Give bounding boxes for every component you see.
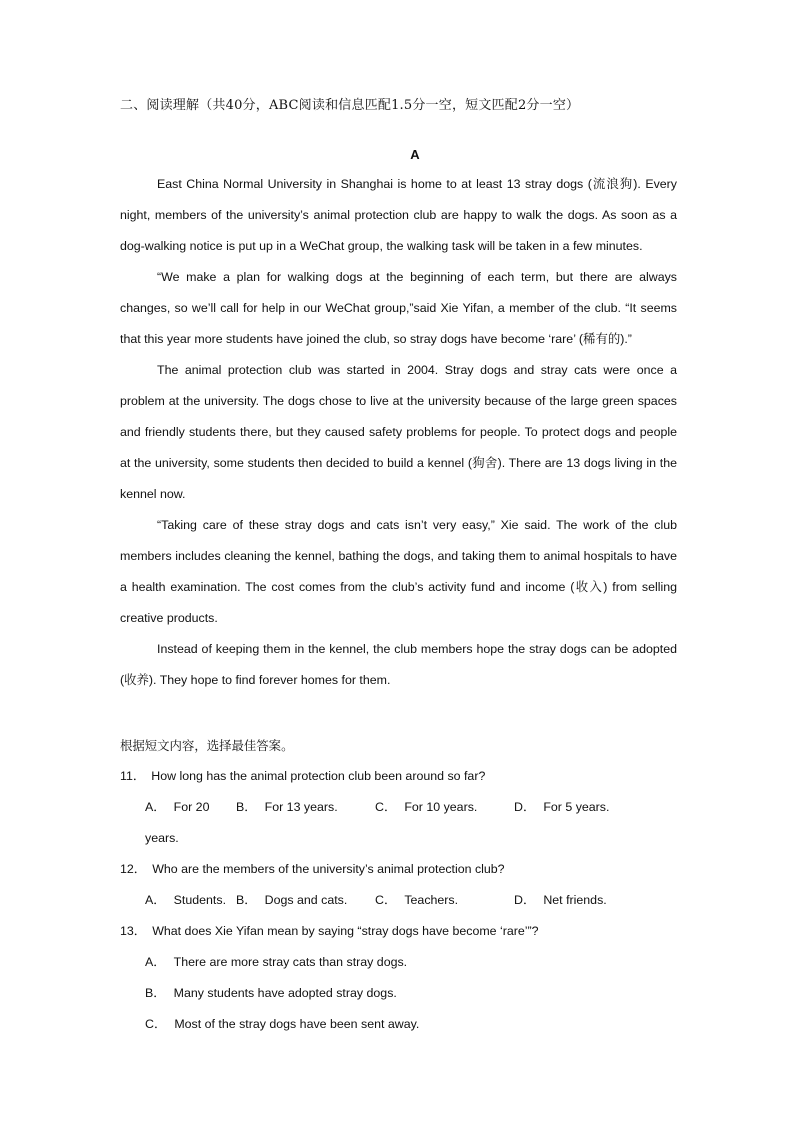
question-text: What does Xie Yifan mean by saying “stray dogs have become ‘rare’”?	[152, 924, 539, 938]
options-row-12	[120, 885, 677, 916]
option-12-c[interactable]: C． Teachers.	[375, 893, 459, 907]
option-13-b[interactable]: B． Many students have adopted stray dogs.	[145, 986, 397, 1000]
option-12-a[interactable]: A． Students.	[145, 893, 227, 907]
reading-passage	[120, 169, 677, 696]
question-11	[120, 761, 677, 792]
passage-paragraph-4: “Taking care of these stray dogs and cats isn’t very easy,” Xie said. The work of the club members includes cleaning the kennel, bathing the dogs, and taking them to animal hospitals to have a health examination. The cost comes from the club’s activity fund and income (收入) from selling creative products.	[120, 518, 677, 625]
option-11-d[interactable]: D． For 5 years.	[514, 800, 610, 814]
question-number: 13．	[120, 924, 147, 938]
option-12-b[interactable]: B． Dogs and cats.	[236, 893, 348, 907]
question-number: 11．	[120, 769, 146, 783]
question-text: Who are the members of the university’s animal protection club?	[152, 862, 505, 876]
options-row-11	[120, 792, 677, 854]
option-13-a[interactable]: A． There are more stray cats than stray dogs.	[145, 955, 408, 969]
question-text: How long has the animal protection club been around so far?	[151, 769, 486, 783]
option-11-b[interactable]: B． For 13 years.	[236, 800, 338, 814]
instruction-text: 根据短文内容，选择最佳答案。	[120, 738, 294, 753]
option-11-a[interactable]: A． For 20 years.	[145, 800, 210, 845]
question-block	[120, 730, 677, 1040]
passage-paragraph-2: “We make a plan for walking dogs at the beginning of each term, but there are always changes, so we’ll call for help in our WeChat group,”said Xie Yifan, a member of the club. “It seems that this year more students have joined the club, so stray dogs have become ‘rare’ (稀有的).”	[120, 270, 677, 346]
passage-paragraph-5: Instead of keeping them in the kennel, the club members hope the stray dogs can be adopted (收养). They hope to find forever homes for them.	[120, 642, 677, 687]
passage-paragraph-1: East China Normal University in Shanghai is home to at least 13 stray dogs (流浪狗). Every night, members of the university’s animal protection club are happy to walk the dogs. As soon as a dog-walking notice is put up in a WeChat group, the walking task will be taken in a few minutes.	[120, 177, 677, 253]
question-number: 12．	[120, 862, 147, 876]
option-12-d[interactable]: D． Net friends.	[514, 893, 607, 907]
option-13-c[interactable]: C． Most of the stray dogs have been sent away.	[145, 1017, 420, 1031]
passage-title: A	[410, 147, 420, 162]
question-12	[120, 854, 677, 885]
passage-paragraph-3: The animal protection club was started in 2004. Stray dogs and stray cats were once a problem at the university. The dogs chose to live at the university because of the large green spaces and friendly students there, but they caused safety problems for people. To protect dogs and people at the university, some students then decided to build a kennel (狗舍). There are 13 dogs living in the kennel now.	[120, 363, 677, 501]
option-11-c[interactable]: C． For 10 years.	[375, 800, 478, 814]
section-heading: 二、阅读理解（共40分，ABC阅读和信息匹配1.5分一空，短文匹配2分一空）	[120, 98, 580, 113]
question-13	[120, 916, 677, 947]
